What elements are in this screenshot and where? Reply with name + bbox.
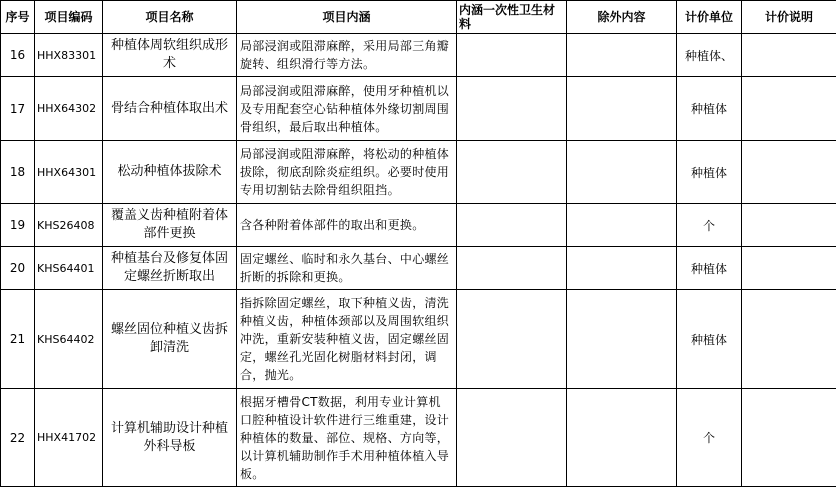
row-seq: 21 <box>1 290 35 389</box>
header-code: 项目编码 <box>35 1 103 34</box>
row-exclude <box>567 34 677 77</box>
row-exclude <box>567 204 677 247</box>
row-name: 覆盖义齿种植附着体部件更换 <box>103 204 237 247</box>
header-row <box>1 1 836 34</box>
row-material <box>457 34 567 77</box>
row-seq: 16 <box>1 34 35 77</box>
row-name: 松动种植体拔除术 <box>103 141 237 204</box>
row-content: 局部浸润或阻滞麻醉，将松动的种植体拔除，彻底刮除炎症组织。必要时使用专用切割钻去除骨组织阻挡。 <box>237 141 457 204</box>
row-material <box>457 290 567 389</box>
row-content: 局部浸润或阻滞麻醉，使用牙种植机以及专用配套空心钻种植体外缘切割周围骨组织，最后取出种植体。 <box>237 77 457 141</box>
row-note <box>742 247 836 290</box>
row-unit: 种植体 <box>677 77 742 141</box>
row-unit: 个 <box>677 204 742 247</box>
row-material <box>457 141 567 204</box>
row-code: HHX64301 <box>35 141 103 204</box>
row-exclude <box>567 290 677 389</box>
row-code: HHX41702 <box>35 389 103 487</box>
row-unit: 种植体 <box>677 141 742 204</box>
row-note <box>742 389 836 487</box>
row-exclude <box>567 389 677 487</box>
row-code: KHS64402 <box>35 290 103 389</box>
row-name: 螺丝固位种植义齿拆卸清洗 <box>103 290 237 389</box>
row-exclude <box>567 247 677 290</box>
row-seq: 22 <box>1 389 35 487</box>
row-seq: 17 <box>1 77 35 141</box>
header-unit: 计价单位 <box>677 1 742 34</box>
row-content: 固定螺丝、临时和永久基台、中心螺丝折断的拆除和更换。 <box>237 247 457 290</box>
row-content: 含各种附着体部件的取出和更换。 <box>237 204 457 247</box>
row-name: 种植基台及修复体固定螺丝折断取出 <box>103 247 237 290</box>
table-row <box>1 34 836 77</box>
row-code: KHS26408 <box>35 204 103 247</box>
row-unit: 种植体 <box>677 247 742 290</box>
row-code: HHX83301 <box>35 34 103 77</box>
row-exclude <box>567 77 677 141</box>
row-note <box>742 204 836 247</box>
header-exclude: 除外内容 <box>567 1 677 34</box>
row-seq: 19 <box>1 204 35 247</box>
row-unit: 种植体、 <box>677 34 742 77</box>
row-code: KHS64401 <box>35 247 103 290</box>
header-seq: 序号 <box>1 1 35 34</box>
row-note <box>742 290 836 389</box>
row-content: 根据牙槽骨CT数据，利用专业计算机口腔种植设计软件进行三维重建，设计种植体的数量、部位、规格、方向等，以计算机辅助制作手术用种植体植入导板。 <box>237 389 457 487</box>
row-seq: 18 <box>1 141 35 204</box>
row-material <box>457 389 567 487</box>
row-content: 局部浸润或阻滞麻醉，采用局部三角瓣旋转、组织滑行等方法。 <box>237 34 457 77</box>
header-note: 计价说明 <box>742 1 836 34</box>
row-unit: 种植体 <box>677 290 742 389</box>
row-seq: 20 <box>1 247 35 290</box>
row-note <box>742 34 836 77</box>
row-exclude <box>567 141 677 204</box>
row-name: 种植体周软组织成形术 <box>103 34 237 77</box>
row-material <box>457 77 567 141</box>
table-row <box>1 141 836 204</box>
table-row <box>1 247 836 290</box>
row-unit: 个 <box>677 389 742 487</box>
row-material <box>457 247 567 290</box>
row-note <box>742 77 836 141</box>
table-row <box>1 77 836 141</box>
row-material <box>457 204 567 247</box>
table-row <box>1 389 836 487</box>
header-material: 内涵一次性卫生材料 <box>457 1 567 34</box>
row-note <box>742 141 836 204</box>
header-name: 项目名称 <box>103 1 237 34</box>
row-code: HHX64302 <box>35 77 103 141</box>
table-row <box>1 290 836 389</box>
header-content: 项目内涵 <box>237 1 457 34</box>
row-name: 骨结合种植体取出术 <box>103 77 237 141</box>
row-name: 计算机辅助设计种植外科导板 <box>103 389 237 487</box>
table-row <box>1 204 836 247</box>
row-content: 指拆除固定螺丝，取下种植义齿，清洗种植义齿，种植体颈部以及周围软组织冲洗，重新安装种植义齿，固定螺丝固定，螺丝孔光固化树脂材料封闭，调合，抛光。 <box>237 290 457 389</box>
